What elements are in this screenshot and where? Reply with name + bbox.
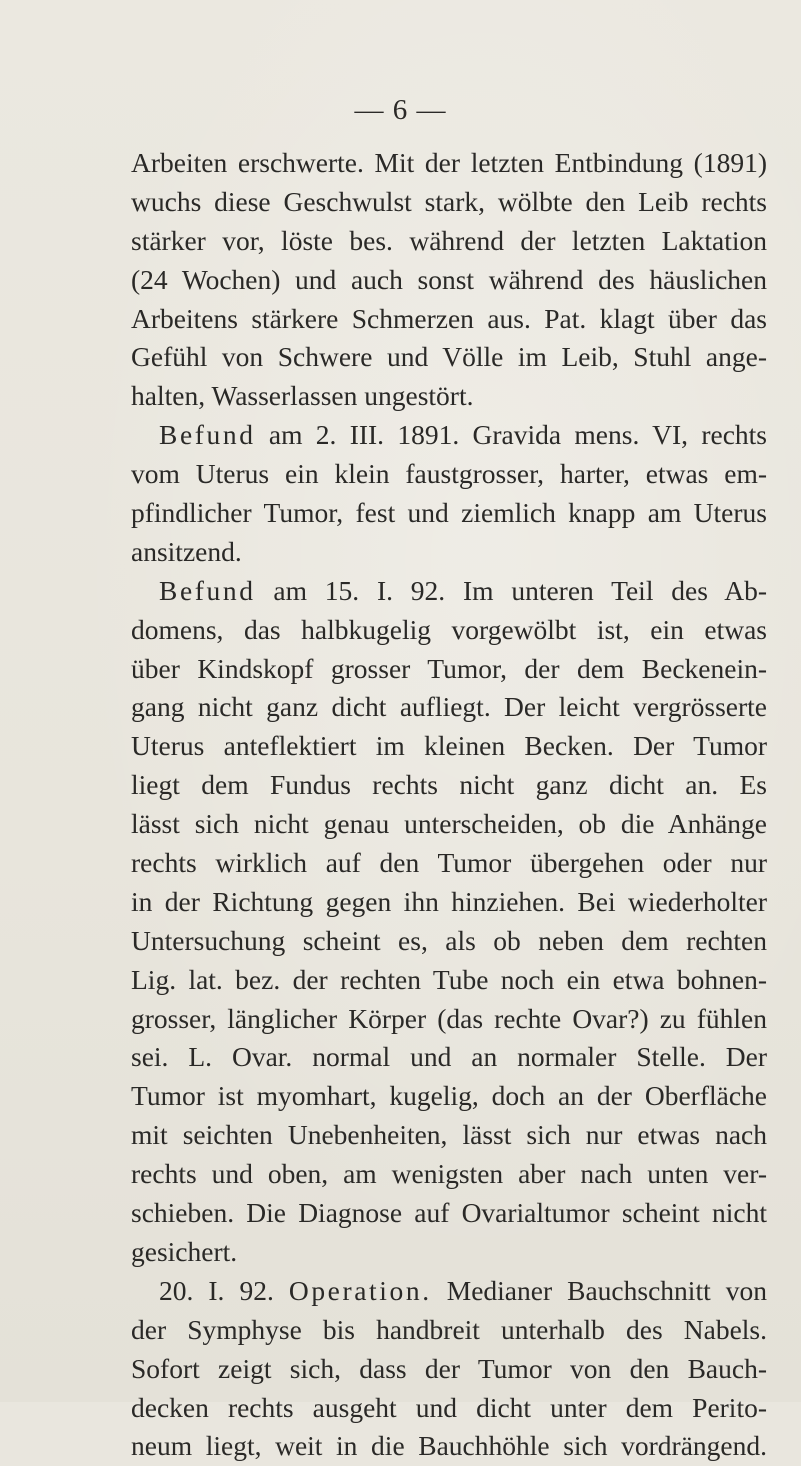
body-text xyxy=(131,144,767,1466)
text-line: über Kindskopf grosser Tumor, der dem Beckenein- xyxy=(131,652,767,684)
text-line: gang nicht ganz dicht aufliegt. Der leicht vergrösserte xyxy=(131,691,767,723)
text-line: decken rechts ausgeht und dicht unter dem Perito- xyxy=(131,1391,767,1423)
text-line: in der Richtung gegen ihn hinziehen. Bei wiederholter xyxy=(131,885,767,917)
text-line: mit seichten Unebenheiten, lässt sich nur etwas nach xyxy=(131,1119,767,1151)
text-line: Uterus anteflektiert im kleinen Becken. Der Tumor xyxy=(131,730,767,762)
text-line: stärker vor, löste bes. während der letzten Laktation xyxy=(131,224,767,256)
text-segment: Medianer Bauchschnitt von xyxy=(431,1274,767,1306)
text-segment: am 2. III. 1891. Gravida mens. VI, rechts xyxy=(255,419,767,451)
text-line: Gefühl von Schwere und Völle im Leib, Stuhl ange- xyxy=(131,341,767,373)
text-line: schieben. Die Diagnose auf Ovarialtumor scheint nicht xyxy=(131,1197,767,1229)
text-line: gesichert. xyxy=(131,1235,238,1267)
text-line: Sofort zeigt sich, dass der Tumor von den Bauch- xyxy=(131,1352,767,1384)
text-line: Tumor ist myomhart, kugelig, doch an der Oberfläche xyxy=(131,1080,767,1112)
text-line: Lig. lat. bez. der rechten Tube noch ein etwa bohnen- xyxy=(131,963,767,995)
text-line: halten, Wasserlassen ungestört. xyxy=(131,380,474,412)
text-line: liegt dem Fundus rechts nicht ganz dicht an. Es xyxy=(131,769,767,801)
page-number: — 6 — xyxy=(354,94,447,126)
text-line: pfindlicher Tumor, fest und ziemlich knapp am Uterus xyxy=(131,497,767,529)
text-line: neum liegt, weit in die Bauchhöhle sich vordrängend. xyxy=(131,1430,767,1462)
text-line: wuchs diese Geschwulst stark, wölbte den Leib rechts xyxy=(131,185,767,217)
text-line xyxy=(131,1272,767,1311)
text-line: rechts wirklich auf den Tumor übergehen oder nur xyxy=(131,847,767,879)
section-label-befund: Befund xyxy=(159,574,256,606)
text-line: der Symphyse bis handbreit unterhalb des Nabels. xyxy=(131,1313,767,1345)
text-line: Arbeiten erschwerte. Mit der letzten Entbindung (1891) xyxy=(131,147,767,178)
text-line: Arbeitens stärkere Schmerzen aus. Pat. klagt über das xyxy=(131,302,767,334)
text-segment: am 15. I. 92. Im unteren Teil des Ab- xyxy=(255,574,767,606)
text-line xyxy=(131,416,767,455)
section-label-befund: Befund xyxy=(159,419,256,451)
text-line: lässt sich nicht genau unterscheiden, ob die Anhänge xyxy=(131,808,767,840)
text-line: grosser, länglicher Körper (das rechte Ovar?) zu fühlen xyxy=(131,1002,767,1034)
text-line: rechts und oben, am wenigsten aber nach unten ver- xyxy=(131,1158,767,1190)
text-line: vom Uterus ein klein faustgrosser, harter, etwas em- xyxy=(131,458,767,490)
text-line: (24 Wochen) und auch sonst während des häuslichen xyxy=(131,263,767,295)
text-line: Untersuchung scheint es, als ob neben dem rechten xyxy=(131,924,767,956)
text-line: domens, das halbkugelig vorgewölbt ist, ein etwas xyxy=(131,613,767,645)
text-line: sei. L. Ovar. normal und an normaler Stelle. Der xyxy=(131,1041,767,1073)
text-segment: 20. I. 92. xyxy=(159,1274,289,1306)
text-line xyxy=(131,572,767,611)
text-line: ansitzend. xyxy=(131,535,242,567)
section-label-operation: Operation. xyxy=(288,1274,432,1306)
